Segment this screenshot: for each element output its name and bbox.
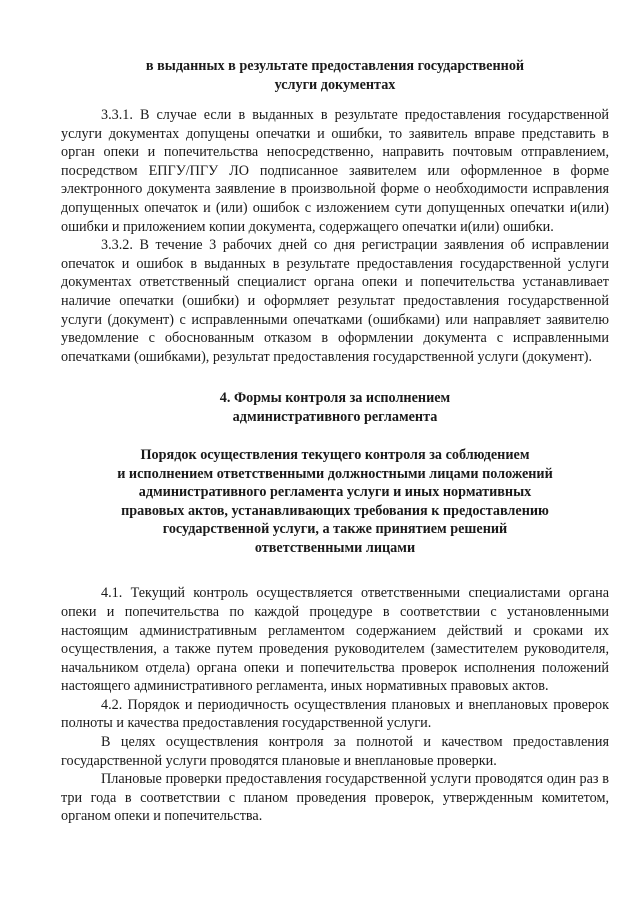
section-heading xyxy=(61,57,609,94)
heading-line: в выданных в результате предоставления государственной xyxy=(145,58,525,74)
subtitle-line: государственной услуги, а также принятием решений xyxy=(162,521,508,538)
subtitle-line: Порядок осуществления текущего контроля за соблюдением xyxy=(140,447,530,464)
subtitle-line: ответственными лицами xyxy=(254,539,416,556)
paragraph-planned-checks: Плановые проверки предоставления государственной услуги проводятся один раз в три года в соответствии с планом проведения проверок, утвержденным комитетом, органом опеки и попечительства. xyxy=(61,771,609,825)
section-4-title xyxy=(61,389,609,426)
subtitle-line: и исполнением ответственными должностными лицами положений xyxy=(117,465,553,482)
subtitle-line: административного регламента услуги и иных нормативных xyxy=(138,484,532,501)
title-line: 4. Формы контроля за исполнением xyxy=(219,390,451,407)
subtitle-line: правовых актов, устанавливающих требования к предоставлению xyxy=(121,502,549,519)
section-4-subtitle xyxy=(61,446,609,557)
document-body xyxy=(61,57,609,826)
paragraph-3-3-2: 3.3.2. В течение 3 рабочих дней со дня регистрации заявления об исправлении опечаток и ошибок в выданных в результате предоставления государственной услуги документах ответственный специалист органа опеки и попечительства устанавливает наличие опечатки (ошибки) и оформляет результат предоставления государственной услуги (документ) с исправленными опечатками (ошибками) или направляет заявителю уведомление с обоснованным отказом в оформлении документа с исправленными опечатками (ошибками), результат предоставления государственной услуги (документ). xyxy=(61,237,609,365)
paragraph-control-purpose: В целях осуществления контроля за полнотой и качеством предоставления государственной услуги проводятся плановые и внеплановые проверки. xyxy=(61,734,609,769)
paragraph-4-2: 4.2. Порядок и периодичность осуществления плановых и внеплановых проверок полноты и качества предоставления государственной услуги. xyxy=(61,696,609,732)
heading-line: услуги документах xyxy=(274,76,396,93)
title-line: административного регламента xyxy=(232,408,438,425)
paragraph-4-1: 4.1. Текущий контроль осуществляется ответственными специалистами органа опеки и попечительства по каждой процедуре в соответствии с установленными настоящим административным регламентом содержанием действий и сроками их осуществления, а также путем проведения руководителем (заместителем руководителя, начальником отдела) органа опеки и попечительства проверок исполнения положений настоящего административного регламента, иных нормативных правовых актов. xyxy=(61,585,609,695)
paragraph-3-3-1: 3.3.1. В случае если в выданных в результате предоставления государственной услуги документах допущены опечатки и ошибки, то заявитель вправе представить в орган опеки и попечительства непосредственно, направить почтовым отправлением, посредством ЕПГУ/ПГУ ЛО подписанное заявителем или оформленное в форме электронного документа заявление в произвольной форме о необходимости исправления допущенных опечаток и (или) ошибок с изложением сути допущенных опечатки и(или) ошибки и приложением копии документа, содержащего опечатки и(или) ошибки. xyxy=(61,107,609,235)
